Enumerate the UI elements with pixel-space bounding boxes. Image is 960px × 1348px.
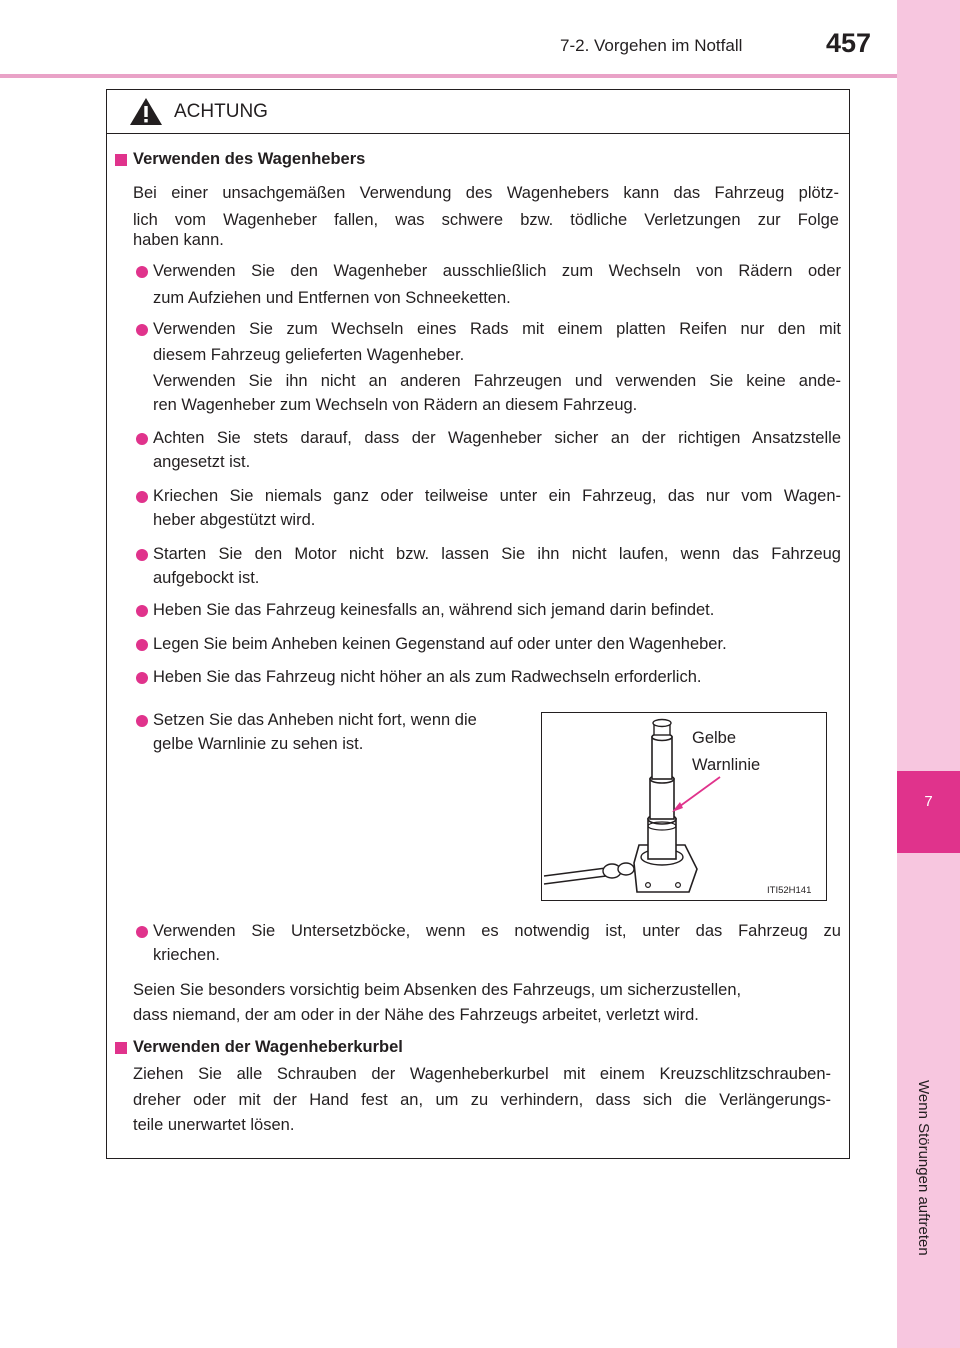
paragraph-line: Bei einer unsachgemäßen Verwendung des Wagenhebers kann das Fahrzeug plötz-	[133, 184, 839, 202]
chapter-marker	[897, 771, 960, 853]
bullet-line: Verwenden Sie zum Wechseln eines Rads mit einem platten Reifen nur den mit	[153, 320, 841, 338]
bullet-line: ren Wagenheber zum Wechseln von Rädern an diesem Fahrzeug.	[153, 396, 638, 414]
paragraph-line: lich vom Wagenheber fallen, was schwere bzw. tödliche Verletzungen zur Folge	[133, 211, 839, 229]
figure-code: ITI52H141	[767, 885, 812, 896]
bullet-dot	[136, 491, 148, 503]
bullet-dot	[136, 266, 148, 278]
bullet-line: Verwenden Sie Untersetzböcke, wenn es notwendig ist, unter das Fahrzeug zu	[153, 922, 841, 940]
bullet-dot	[136, 605, 148, 617]
header-rule	[0, 74, 897, 78]
bullet-line: gelbe Warnlinie zu sehen ist.	[153, 735, 364, 753]
section-marker	[115, 154, 127, 166]
section-marker	[115, 1042, 127, 1054]
figure-label-line: Warnlinie	[692, 756, 761, 774]
bullet-line: Heben Sie das Fahrzeug nicht höher an als zum Radwechseln erforderlich.	[153, 668, 702, 686]
figure-label-line: Gelbe	[692, 729, 737, 747]
section-heading: Verwenden des Wagenhebers	[133, 150, 366, 168]
bullet-line: Setzen Sie das Anheben nicht fort, wenn die	[153, 711, 477, 729]
bullet-dot	[136, 324, 148, 336]
warning-triangle-icon	[128, 96, 164, 127]
warning-title: ACHTUNG	[174, 101, 268, 122]
bullet-line: aufgebockt ist.	[153, 569, 260, 587]
bullet-dot	[136, 433, 148, 445]
section-heading: Verwenden der Wagenheberkurbel	[133, 1038, 403, 1056]
paragraph-line: Ziehen Sie alle Schrauben der Wagenheberkurbel mit einem Kreuzschlitzschrauben-	[133, 1065, 831, 1083]
side-tab	[897, 0, 960, 1348]
bullet-line: zum Aufziehen und Entfernen von Schneeketten.	[153, 289, 511, 307]
warning-header	[107, 90, 849, 134]
chapter-title: Wenn Störungen auftreten	[915, 1080, 932, 1256]
chapter-number: 7	[924, 793, 933, 810]
jack-illustration	[541, 712, 827, 901]
paragraph-line: dreher oder mit der Hand fest an, um zu verhindern, dass sich die Verlängerungs-	[133, 1091, 831, 1109]
paragraph-line: Seien Sie besonders vorsichtig beim Absenken des Fahrzeugs, um sicherzustellen,	[133, 981, 742, 999]
bullet-line: Verwenden Sie den Wagenheber ausschließlich zum Wechseln von Rädern oder	[153, 262, 841, 280]
car-jack-icon	[542, 713, 826, 900]
figure-label	[692, 725, 760, 779]
paragraph-line: haben kann.	[133, 231, 224, 249]
bullet-line: Kriechen Sie niemals ganz oder teilweise unter ein Fahrzeug, das nur vom Wagen-	[153, 487, 841, 505]
bullet-line: Starten Sie den Motor nicht bzw. lassen Sie ihn nicht laufen, wenn das Fahrzeug	[153, 545, 841, 563]
paragraph-line: teile unerwartet lösen.	[133, 1116, 295, 1134]
bullet-dot	[136, 639, 148, 651]
bullet-dot	[136, 549, 148, 561]
paragraph-line: dass niemand, der am oder in der Nähe des Fahrzeugs arbeitet, verletzt wird.	[133, 1006, 699, 1024]
bullet-dot	[136, 926, 148, 938]
bullet-line: kriechen.	[153, 946, 220, 964]
bullet-line: diesem Fahrzeug gelieferten Wagenheber.	[153, 346, 465, 364]
page-number: 457	[826, 28, 872, 58]
bullet-line: angesetzt ist.	[153, 453, 251, 471]
bullet-dot	[136, 715, 148, 727]
bullet-line: Heben Sie das Fahrzeug keinesfalls an, während sich jemand darin befindet.	[153, 601, 715, 619]
bullet-line: Achten Sie stets darauf, dass der Wagenheber sicher an der richtigen Ansatzstelle	[153, 429, 841, 447]
bullet-line: Verwenden Sie ihn nicht an anderen Fahrzeugen und verwenden Sie keine ande-	[153, 372, 841, 390]
bullet-line: Legen Sie beim Anheben keinen Gegenstand auf oder unter den Wagenheber.	[153, 635, 727, 653]
section-title: 7-2. Vorgehen im Notfall	[560, 36, 743, 55]
bullet-dot	[136, 672, 148, 684]
bullet-line: heber abgestützt wird.	[153, 511, 316, 529]
